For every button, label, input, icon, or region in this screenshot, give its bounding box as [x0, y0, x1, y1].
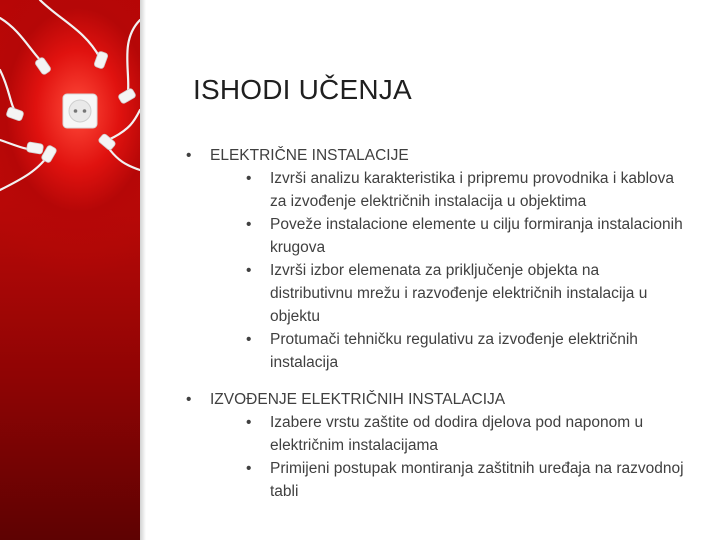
list-item: • Primijeni postupak montiranja zaštitnih uređaja na razvodnoj tabli	[210, 457, 686, 503]
outcomes-list	[186, 144, 686, 503]
list-item: • Poveže instalacione elemente u cilju formiranja instalacionih krugova	[210, 213, 686, 259]
slide-title: ISHODI UČENJA	[193, 74, 412, 105]
decorative-side-panel	[0, 0, 140, 540]
section-item	[186, 388, 686, 503]
slide-content	[186, 144, 686, 517]
socket-and-plugs-icon	[0, 0, 140, 540]
section-item	[186, 144, 686, 374]
list-item: • Izvrši analizu karakteristika i pripremu provodnika i kablova za izvođenje električnih instalacija u objektima	[210, 167, 686, 213]
panel-shadow	[140, 0, 146, 540]
list-item: • Izabere vrstu zaštite od dodira djelova pod naponom u električnim instalacijama	[210, 411, 686, 457]
section-heading: ELEKTRIČNE INSTALACIJE	[210, 147, 409, 164]
list-item: • Protumači tehničku regulativu za izvođenje električnih instalacija	[210, 328, 686, 374]
list-item: • Izvrši izbor elemenata za priključenje objekta na distributivnu mrežu i razvođenje električnih instalacija u objektu	[210, 259, 686, 328]
section-subitems	[210, 411, 686, 503]
section-subitems	[210, 167, 686, 374]
section-heading: IZVOĐENJE ELEKTRIČNIH INSTALACIJA	[210, 391, 506, 408]
